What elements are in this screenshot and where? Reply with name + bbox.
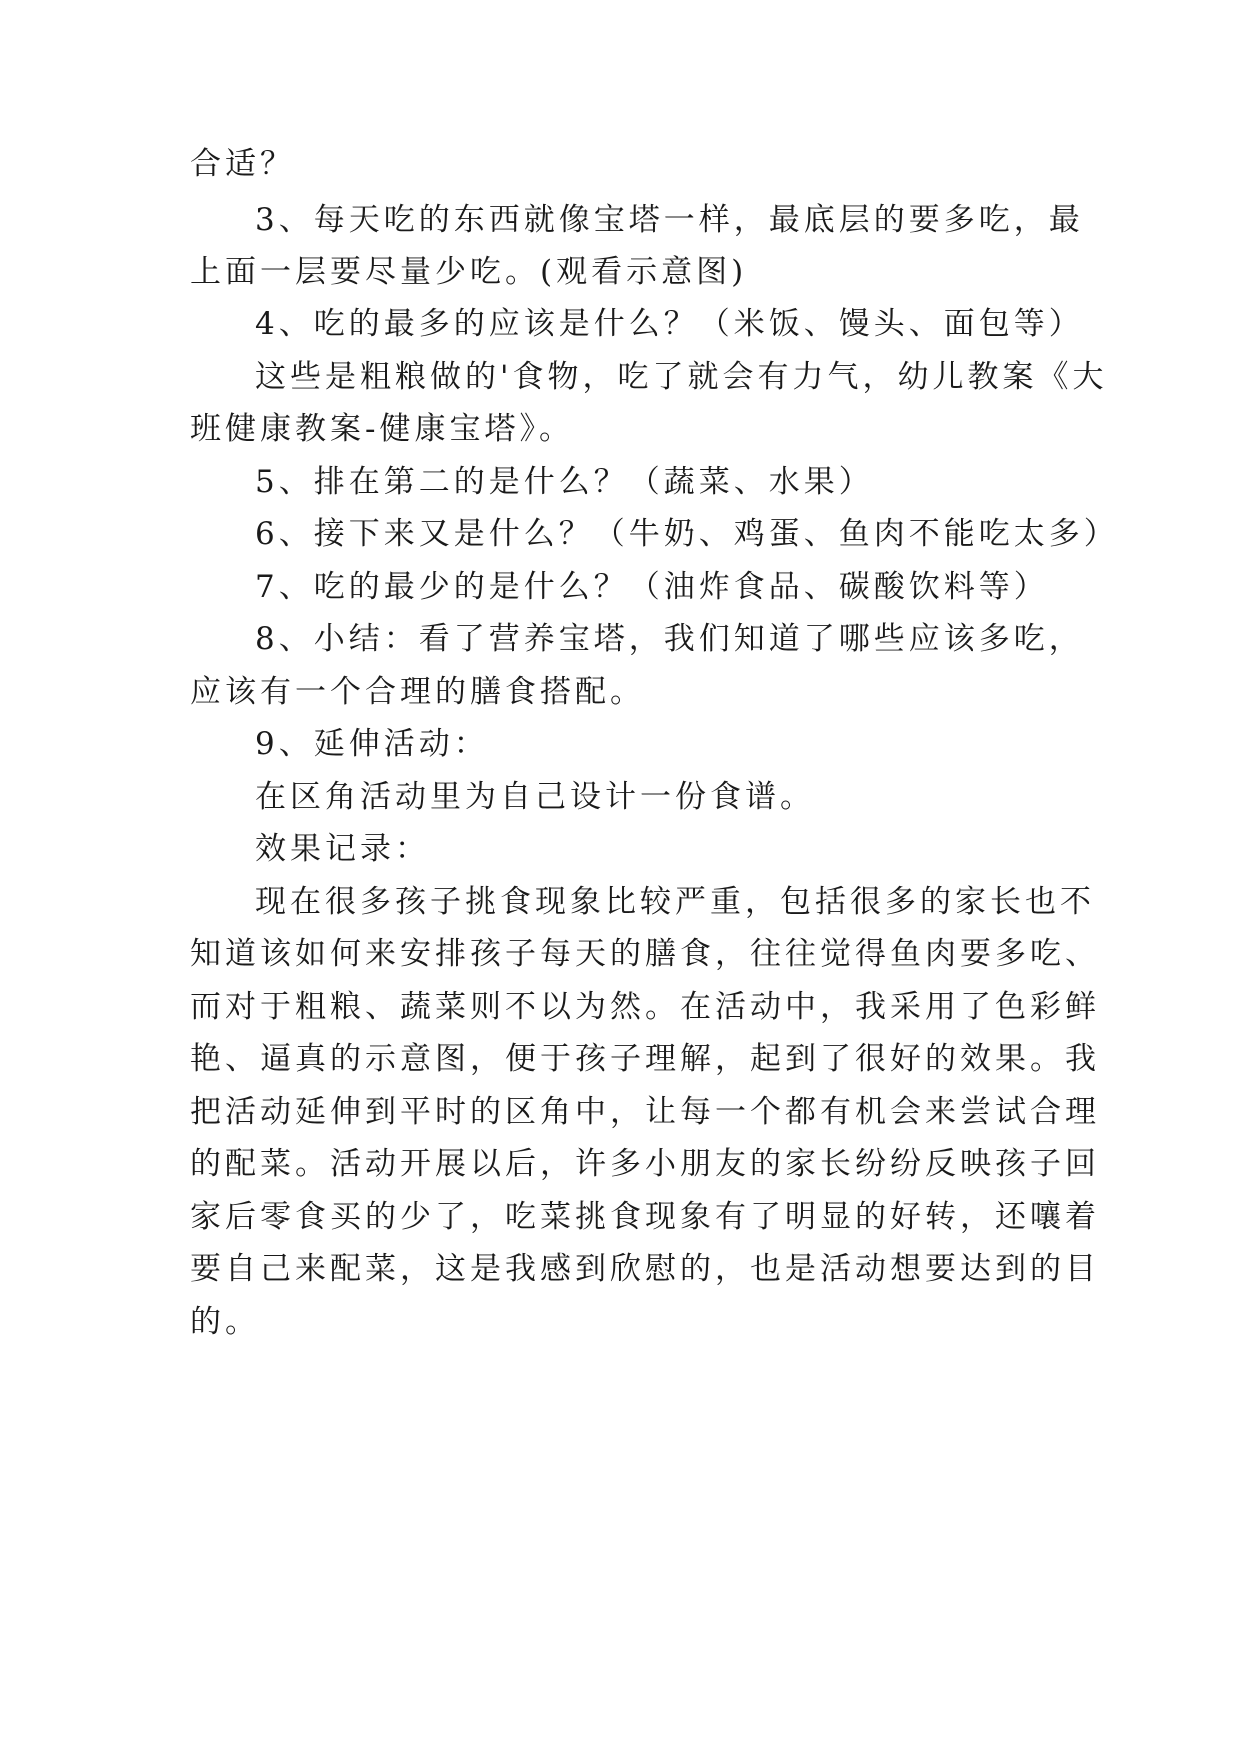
- text-line-2: 3、每天吃的东西就像宝塔一样，最底层的要多吃，最: [255, 202, 1084, 238]
- text-line-10: 8、小结：看了营养宝塔，我们知道了哪些应该多吃，: [255, 621, 1084, 657]
- text-line-23: 的。: [190, 1304, 260, 1340]
- text-line-19: 把活动延伸到平时的区角中，让每一个都有机会来尝试合理: [190, 1094, 1100, 1130]
- text-line-16: 知道该如何来安排孩子每天的膳食，往往觉得鱼肉要多吃、: [190, 936, 1100, 972]
- text-line-20: 的配菜。活动开展以后，许多小朋友的家长纷纷反映孩子回: [190, 1146, 1100, 1182]
- text-line-3: 上面一层要尽量少吃。(观看示意图): [190, 254, 748, 290]
- text-line-9: 7、吃的最少的是什么？（油炸食品、碳酸饮料等）: [255, 569, 1049, 605]
- text-line-13: 在区角活动里为自己设计一份食谱。: [255, 779, 815, 815]
- text-line-8: 6、接下来又是什么？（牛奶、鸡蛋、鱼肉不能吃太多）: [255, 516, 1119, 552]
- text-line-15: 现在很多孩子挑食现象比较严重，包括很多的家长也不: [255, 884, 1095, 920]
- text-line-11: 应该有一个合理的膳食搭配。: [190, 674, 645, 710]
- text-line-6: 班健康教案-健康宝塔》。: [190, 411, 574, 447]
- text-line-5: 这些是粗粮做的'食物，吃了就会有力气，幼儿教案《大: [255, 359, 1108, 395]
- text-line-21: 家后零食买的少了，吃菜挑食现象有了明显的好转，还嚷着: [190, 1199, 1100, 1235]
- text-line-18: 艳、逼真的示意图，便于孩子理解，起到了很好的效果。我: [190, 1041, 1100, 1077]
- text-line-1: 合适？: [190, 146, 295, 182]
- text-line-22: 要自己来配菜，这是我感到欣慰的，也是活动想要达到的目: [190, 1251, 1100, 1287]
- text-line-12: 9、延伸活动：: [255, 726, 489, 762]
- text-line-17: 而对于粗粮、蔬菜则不以为然。在活动中，我采用了色彩鲜: [190, 989, 1100, 1025]
- text-line-4: 4、吃的最多的应该是什么？（米饭、馒头、面包等）: [255, 306, 1084, 342]
- text-line-7: 5、排在第二的是什么？（蔬菜、水果）: [255, 464, 874, 500]
- text-line-14: 效果记录：: [255, 831, 430, 867]
